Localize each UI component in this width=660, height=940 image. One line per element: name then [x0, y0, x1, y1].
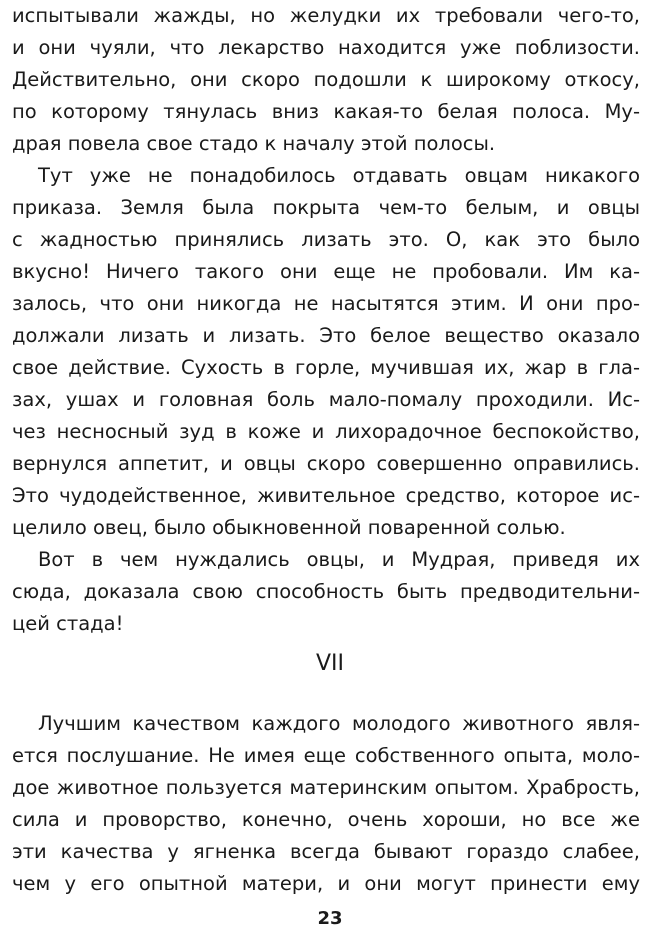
text-line: Лучшим качеством каждого молодого животного явля-	[38, 712, 640, 735]
text-line: по которому тянулась вниз какая-то белая полоса. Му-	[12, 100, 640, 123]
text-line: вкусно! Ничего такого они еще не пробовали. Им ка-	[12, 260, 640, 283]
text-line: и они чуяли, что лекарство находится уже поблизости.	[12, 36, 640, 59]
text-line: приказа. Земля была покрыта чем-то белым, и овцы	[12, 196, 640, 219]
text-line: дое животное пользуется материнским опытом. Храбрость,	[12, 776, 640, 799]
text-line: целило овец, было обыкновенной поваренной солью.	[12, 516, 566, 539]
chapter-heading: VII	[315, 651, 345, 676]
text-line: вернулся аппетит, и овцы скоро совершенно оправились.	[12, 452, 640, 475]
text-line: должали лизать и лизать. Это белое вещество оказало	[12, 324, 640, 347]
text-line: драя повела свое стадо к началу этой полосы.	[12, 132, 496, 155]
text-line: с жадностью принялись лизать это. О, как это было	[12, 228, 640, 251]
text-line: Вот в чем нуждались овцы, и Мудрая, приведя их	[38, 548, 640, 571]
text-line: Это чудодейственное, живительное средство, которое ис-	[12, 484, 640, 507]
text-line: зах, ушах и головная боль мало-помалу проходили. Ис-	[12, 388, 640, 411]
text-line: чез несносный зуд в коже и лихорадочное беспокойство,	[12, 420, 640, 443]
text-line: сюда, доказала свою способность быть предводительни-	[12, 580, 640, 603]
text-line: залось, что они никогда не насытятся этим. И они про-	[12, 292, 640, 315]
text-line: свое действие. Сухость в горле, мучившая их, жар в гла-	[12, 356, 640, 379]
text-line: цей стада!	[12, 612, 124, 635]
text-line: испытывали жажды, но желудки их требовали чего-то,	[12, 4, 640, 27]
page-number: 23	[317, 908, 343, 929]
text-line: Тут уже не понадобилось отдавать овцам никакого	[38, 164, 640, 187]
text-line: сила и проворство, конечно, очень хороши, но все же	[12, 808, 640, 831]
text-line: чем у его опытной матери, и они могут принести ему	[12, 872, 640, 895]
text-line: ется послушание. Не имея еще собственного опыта, моло-	[12, 744, 640, 767]
text-line: Действительно, они скоро подошли к широкому откосу,	[12, 68, 640, 91]
text-line: эти качества у ягненка всегда бывают гораздо слабее,	[12, 840, 640, 863]
